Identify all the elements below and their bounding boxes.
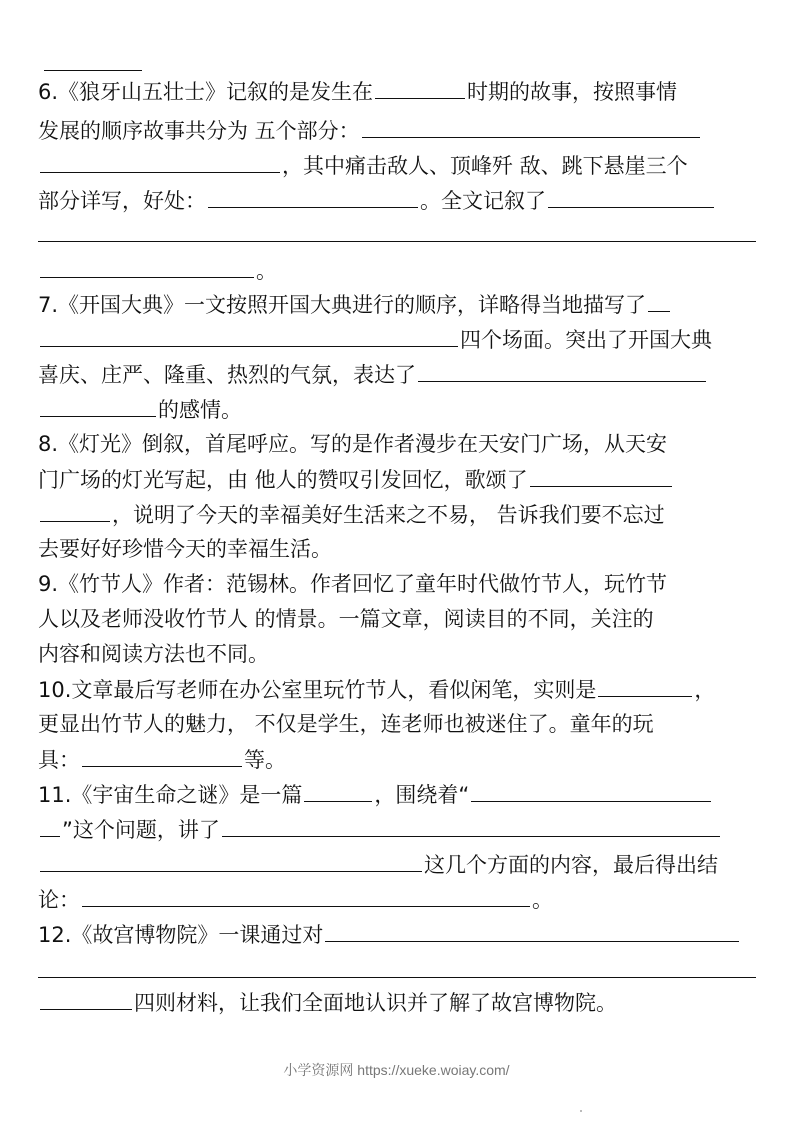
answer-blank	[325, 917, 739, 942]
question-12-line-3: 四则材料，让我们全面地认识并了解了故宫博物院。	[38, 985, 758, 1019]
answer-blank	[82, 882, 530, 907]
question-8-line-1: 8.《灯光》倒叙，首尾呼应。写的是作者漫步在天安门广场，从天安	[38, 432, 668, 456]
answer-blank	[530, 462, 672, 487]
question-9-line-2: 人以及老师没收竹节人 的情景。一篇文章，阅读目的不同，关注的	[38, 607, 654, 631]
question-10-line-3: 具： 等。	[38, 742, 758, 776]
question-6-line-6: 。	[38, 253, 758, 287]
question-8-line-2: 门广场的灯光写起，由 他人的赞叹引发回忆，歌颂了	[38, 462, 758, 496]
answer-blank	[44, 46, 142, 71]
answer-blank	[40, 812, 60, 837]
answer-blank	[222, 812, 720, 837]
question-8-line-4: 去要好好珍惜今天的幸福生活。	[38, 537, 332, 561]
question-7-line-4: 的感情。	[38, 392, 758, 426]
answer-line	[38, 977, 756, 978]
question-12-line-1: 12.《故宫博物院》一课通过对	[38, 917, 758, 951]
answer-blank	[82, 742, 242, 767]
question-6-line-3: ，其中痛击敌人、顶峰歼 敌、跳下悬崖三个	[38, 148, 758, 182]
answer-blank	[40, 985, 132, 1010]
scan-dot	[580, 1110, 582, 1112]
question-9-line-3: 内容和阅读方法也不同。	[38, 642, 269, 666]
footer-watermark: 小学资源网 https://xueke.woiay.com/	[283, 1062, 510, 1078]
answer-blank	[598, 672, 692, 697]
answer-blank	[40, 847, 422, 872]
answer-blank	[40, 253, 254, 278]
question-7-line-2: 四个场面。突出了开国大典	[38, 322, 758, 356]
question-8-line-3: ，说明了今天的幸福美好生活来之不易， 告诉我们要不忘过	[38, 497, 758, 531]
question-6-line-2: 发展的顺序故事共分为 五个部分：	[38, 113, 758, 147]
answer-blank	[40, 392, 156, 417]
question-11-line-2: ”这个问题，讲了	[38, 812, 758, 846]
answer-blank	[40, 148, 280, 173]
question-11-line-4: 论： 。	[38, 882, 758, 916]
question-7-line-3: 喜庆、庄严、隆重、热烈的气氛，表达了	[38, 357, 758, 391]
answer-blank	[40, 497, 110, 522]
answer-blank	[648, 287, 670, 312]
answer-blank	[548, 183, 714, 208]
question-10-line-2: 更显出竹节人的魅力， 不仅是学生，连老师也被迷住了。童年的玩	[38, 712, 654, 736]
answer-blank	[40, 322, 458, 347]
answer-blank	[304, 777, 372, 802]
answer-blank	[471, 777, 711, 802]
question-7-line-1: 7.《开国大典》一文按照开国大典进行的顺序，详略得当地描写了	[38, 287, 758, 321]
question-6-line-1: 6.《狼牙山五壮士》记叙的是发生在 时期的故事，按照事情	[38, 74, 758, 108]
answer-line	[38, 241, 756, 242]
question-11-line-1: 11.《宇宙生命之谜》是一篇 ，围绕着“	[38, 777, 758, 811]
answer-blank	[418, 357, 706, 382]
question-6-line-4: 部分详写，好处： 。全文记叙了	[38, 183, 758, 217]
answer-blank	[375, 74, 465, 99]
answer-blank	[208, 183, 418, 208]
question-9-line-1: 9.《竹节人》作者：范锡林。作者回忆了童年时代做竹节人，玩竹节	[38, 572, 668, 596]
question-11-line-3: 这几个方面的内容，最后得出结	[38, 847, 758, 881]
question-10-line-1: 10.文章最后写老师在办公室里玩竹节人，看似闲笔，实则是 ，	[38, 672, 758, 706]
answer-blank	[362, 113, 700, 138]
